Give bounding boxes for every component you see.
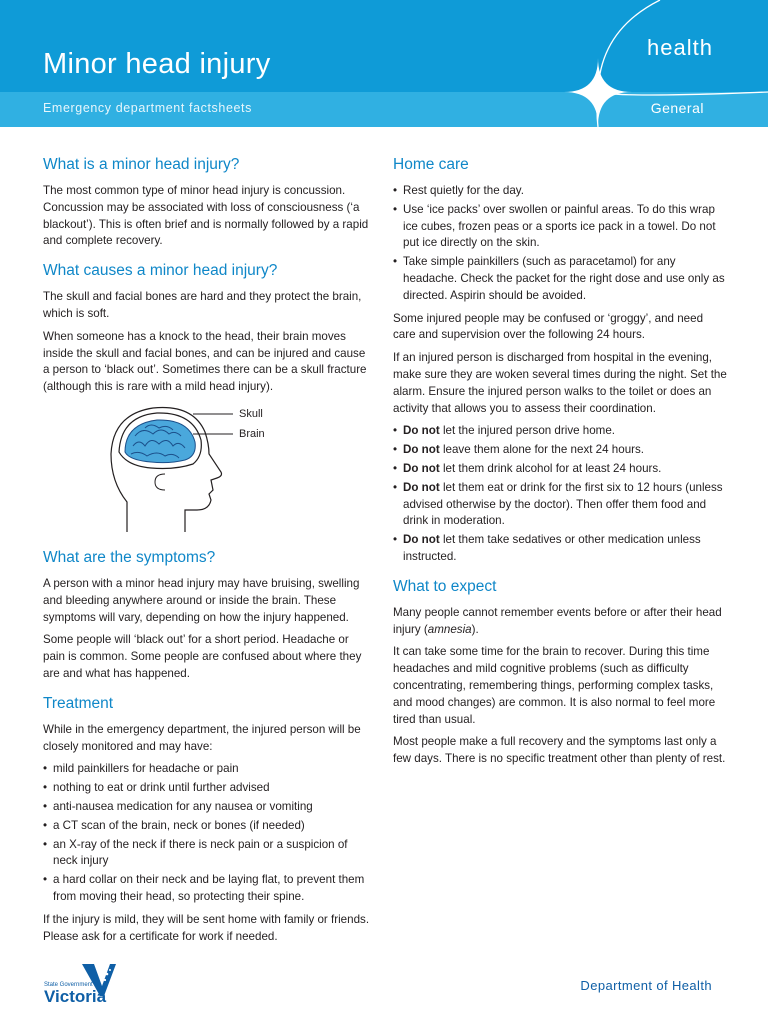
list-item-text: leave them alone for the next 24 hours. [442,443,645,457]
list-item-text: let them take sedatives or other medication unless instructed. [403,533,701,563]
page-subtitle: Emergency department factsheets [43,101,252,115]
paragraph: If an injured person is discharged from hospital in the evening, make sure they are woken several times during the night. Set the alarm. Ensure the injured person walks to the toilet or does an activity that allows you to assess their coordination. [393,351,727,415]
do-not-label: Do not [403,480,440,494]
right-column [393,154,728,774]
paragraph: A person with a minor head injury may have bruising, swelling and bleeding anywhere around or inside the brain. These symptoms will vary, depending on how the injury happened. [43,576,360,624]
paragraph: Some injured people may be confused or ‘groggy’, and need care and supervision over the following 24 hours. [393,311,704,342]
heading-treatment: Treatment [43,694,114,712]
list-item: • a hard collar on their neck and be laying flat, to prevent them from moving their head, so protecting their spine. [43,872,373,906]
list-item: • mild painkillers for headache or pain [43,761,373,778]
logo-small-text: State Government [44,982,93,988]
home-care-list [393,183,728,305]
do-not-list [393,423,728,565]
heading-symptoms: What are the symptoms? [43,548,216,566]
paragraph: Some people will ‘black out’ for a short period. Headache or pain is common. Some people are confused about where they are and what has happened. [43,633,362,680]
paragraph: When someone has a knock to the head, their brain moves inside the skull and facial bones, and can be injured and cause a person to ‘black out’. Sometimes there can be a skull fracture (although this is rare with a mild head injury). [43,329,367,394]
list-item: • Rest quietly for the day. [393,183,728,200]
logo-big-text: Victoria [44,987,107,1004]
brand-health: health [647,35,713,60]
list-item [393,480,728,530]
paragraph: If the injury is mild, they will be sent home with family or friends. Please ask for a certificate for work if needed. [43,912,370,943]
list-item-text: let the injured person drive home. [442,424,616,438]
victoria-logo-mark [44,962,116,1004]
label-skull: Skull [239,407,263,420]
paragraph: The most common type of minor head injury is concussion. Concussion may be associated with loss of consciousness (‘a blackout’). This is often brief and is normally followed by a rapid and complete recovery. [43,184,369,248]
list-item: • Take simple painkillers (such as paracetamol) for any headache. Check the packet for the right dose and use only as directed. Aspirin should be avoided. [393,254,728,304]
page-title: Minor head injury [43,48,271,80]
list-item: • a CT scan of the brain, neck or bones (if needed) [43,818,373,835]
list-item: • anti-nausea medication for any nausea or vomiting [43,799,373,816]
heading-what-is: What is a minor head injury? [43,156,240,173]
paragraph: The skull and facial bones are hard and they protect the brain, which is soft. [43,290,362,320]
list-item: • nothing to eat or drink until further advised [43,780,373,797]
paragraph [393,605,728,639]
amnesia-term: amnesia [427,622,472,636]
list-item [393,423,728,440]
category-label: General [650,100,704,116]
list-item [393,442,728,459]
victoria-logo [44,962,116,1004]
heading-what-to-expect: What to expect [393,577,497,595]
list-item: • Use ‘ice packs’ over swollen or painful areas. To do this wrap ice cubes, frozen peas or a sports ice pack in a towel. Do not put ice directly on the skin. [393,202,728,252]
left-column [43,154,373,951]
head-illustration [43,402,373,537]
list-item [393,461,728,478]
department-name: Department of Health [580,978,712,993]
paragraph: It can take some time for the brain to recover. During this time headaches and mild cognitive problems (such as difficulty concentrating, remembering things, performing complex tasks, and mood changes) are common. It is also normal to feel more tired than usual. [393,645,716,726]
do-not-label: Do not [403,533,440,547]
do-not-label: Do not [403,424,440,438]
list-item-text: let them eat or drink for the first six to 12 hours (unless advised otherwise by the doctor). Then offer them food and drink in moderation. [403,480,723,528]
list-item-text: let them drink alcohol for at least 24 hours. [442,461,662,475]
heading-causes: What causes a minor head injury? [43,262,278,280]
do-not-label: Do not [403,443,440,457]
do-not-label: Do not [403,461,440,475]
treatment-list [43,761,373,905]
text-span: Many people cannot remember events before or after their head injury ( [393,605,722,636]
list-item [393,532,728,566]
heading-home-care: Home care [393,156,469,173]
paragraph: While in the emergency department, the injured person will be closely monitored and may have: [43,722,361,753]
text-span: ). [471,622,479,636]
label-brain: Brain [239,427,265,440]
paragraph: Most people make a full recovery and the symptoms last only a few days. There is no specific treatment other than plenty of rest. [393,735,726,766]
list-item: • an X-ray of the neck if there is neck pain or a suspicion of neck injury [43,837,373,871]
